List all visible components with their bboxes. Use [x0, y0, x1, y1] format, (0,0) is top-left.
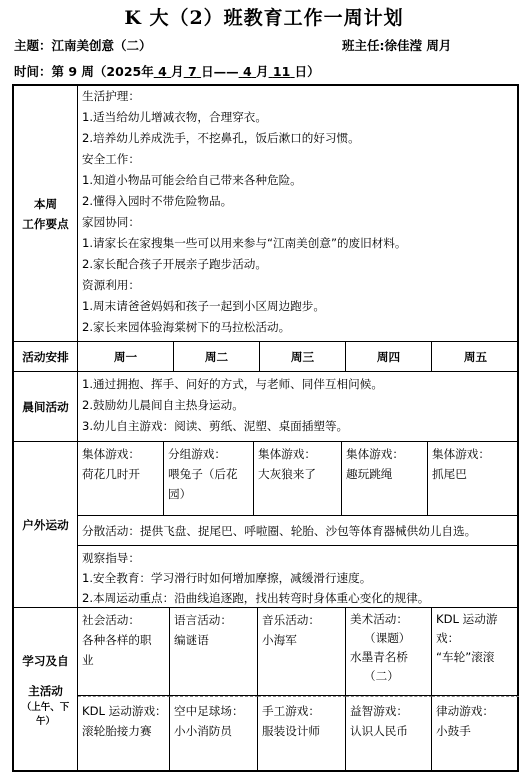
focus-line: 2.培养幼儿养成洗手，不挖鼻孔，饭后漱口的好习惯。 [82, 131, 360, 145]
learning-label [14, 608, 78, 772]
focus-line: 家园协同： [82, 215, 140, 229]
focus-content [78, 86, 519, 342]
start-month: 4 [158, 64, 167, 79]
month-unit: 月 [171, 64, 184, 79]
learning-fri-1 [432, 608, 519, 696]
focus-label-line-2: 工作要点 [22, 216, 69, 231]
time-year: 2025年 [106, 64, 154, 79]
activity-subtitle: （课题） [364, 631, 411, 645]
day-end: 日） [294, 64, 320, 79]
activity-name: 水墨青名桥 [350, 650, 408, 664]
outdoor-game-mon [78, 442, 164, 516]
focus-line: 2.家长来园体验海棠树下的马拉松活动。 [82, 320, 291, 334]
morning-line: 3.幼儿自主游戏：阅读、剪纸、泥塑、桌面插塑等。 [82, 419, 349, 433]
time-week: 第 9 周（ [51, 64, 107, 79]
plan-table [12, 84, 519, 772]
game-type: 集体游戏： [432, 447, 490, 461]
time-line [14, 62, 320, 80]
activity-name: 小鼓手 [436, 724, 471, 738]
focus-line: 2.懂得入园时不带危险物品。 [82, 194, 233, 208]
learning-label-line: 学习及自 [22, 654, 69, 668]
guidance-line: 观察指导： [82, 551, 140, 565]
guidance-line: 1.安全教育：学习滑行时如何增加摩擦，减缓滑行速度。 [82, 571, 372, 585]
teacher-value: 徐佳滢 周月 [384, 38, 452, 53]
game-name: 园） [168, 487, 192, 501]
theme-line [14, 36, 152, 54]
activity-name: “车轮”滚滚 [436, 650, 495, 664]
activity-name: 服装设计师 [262, 724, 320, 738]
time-label: 时间： [14, 64, 52, 79]
morning-line: 1.通过拥抱、挥手、问好的方式，与老师、同伴互相问候。 [82, 377, 383, 391]
activity-name: 业 [82, 653, 94, 667]
game-name: 荷花几时开 [82, 467, 140, 481]
morning-content [78, 372, 519, 442]
day-friday: 周五 [432, 342, 519, 372]
activity-name: 各种各样的职 [82, 633, 152, 647]
schedule-label: 活动安排 [14, 342, 78, 372]
activity-type: KDL 运动游戏： [82, 704, 167, 718]
game-name: 大灰狼来了 [258, 467, 316, 481]
outdoor-scattered [78, 516, 519, 546]
activity-type: KDL 运动游 [436, 612, 498, 626]
activity-type: 律动游戏： [436, 704, 494, 718]
activity-name: 小海军 [262, 633, 297, 647]
learning-tue-1 [170, 608, 258, 696]
page-title: K 大（2）班教育工作一周计划 [124, 7, 404, 29]
activity-name: 滚轮胎接力赛 [82, 724, 152, 738]
morning-line: 2.鼓励幼儿晨间自主热身运动。 [82, 398, 244, 412]
game-name: 抓尾巴 [432, 467, 467, 481]
activity-type: 音乐活动： [262, 613, 320, 627]
learning-label-note: 午） [35, 716, 55, 727]
outdoor-label: 户外运动 [14, 442, 78, 608]
day-separator: 日—— [201, 64, 239, 79]
focus-line: 1.请家长在家搜集一些可以用来参与“江南美创意”的废旧材料。 [82, 236, 407, 250]
focus-line: 1.知道小物品可能会给自己带来各种危险。 [82, 173, 302, 187]
activity-type: 益智游戏： [350, 704, 408, 718]
learning-fri-2 [432, 696, 519, 772]
learning-mon-2 [78, 696, 170, 772]
outdoor-guidance [78, 546, 519, 608]
focus-line: 安全工作： [82, 152, 140, 166]
theme-value: 江南美创意（二） [51, 38, 152, 53]
theme-label: 主题： [14, 38, 52, 53]
morning-label: 晨间活动 [14, 372, 78, 442]
activity-type: 美术活动： [350, 612, 408, 626]
month-unit-2: 月 [256, 64, 269, 79]
outdoor-game-wed [254, 442, 342, 516]
learning-wed-2 [258, 696, 346, 772]
learning-thu-1 [346, 608, 432, 696]
end-month: 4 [242, 64, 252, 79]
focus-line: 2.家长配合孩子开展亲子跑步活动。 [82, 257, 267, 271]
focus-label-line-1: 本周 [33, 196, 58, 211]
day-tuesday: 周二 [174, 342, 260, 372]
scattered-activity: 分散活动：提供飞盘、捉尾巴、呼啦圈、轮胎、沙包等体育器械供幼儿自选。 [82, 524, 477, 538]
focus-line: 生活护理： [82, 89, 140, 103]
focus-line: 资源利用： [82, 278, 140, 292]
learning-tue-2 [170, 696, 258, 772]
learning-label-note: （上午、下 [21, 702, 70, 713]
activity-name: 认识人民币 [350, 724, 408, 738]
focus-line: 1.适当给幼儿增减衣物，合理穿衣。 [82, 110, 267, 124]
game-type: 集体游戏： [82, 447, 140, 461]
activity-type: 空中足球场： [174, 704, 244, 718]
teacher-label: 班主任: [342, 38, 385, 53]
learning-thu-2 [346, 696, 432, 772]
day-thursday: 周四 [346, 342, 432, 372]
activity-name: （二） [364, 669, 399, 683]
outdoor-game-thu [342, 442, 428, 516]
focus-label [14, 86, 78, 342]
activity-type: 戏： [436, 631, 460, 645]
outdoor-game-fri [428, 442, 519, 516]
game-type: 集体游戏： [346, 447, 404, 461]
day-wednesday: 周三 [260, 342, 346, 372]
guidance-line: 2.本周运动重点：沿曲线追逐跑，找出转弯时身体重心变化的规律。 [82, 591, 430, 605]
start-day: 7 [188, 64, 197, 79]
activity-name: 编谜语 [174, 633, 209, 647]
game-type: 分组游戏： [168, 447, 226, 461]
activity-type: 手工游戏： [262, 704, 320, 718]
teacher-line [342, 36, 451, 54]
game-name: 趣玩跳绳 [346, 467, 393, 481]
outdoor-game-tue [164, 442, 254, 516]
learning-mon-1 [78, 608, 170, 696]
game-name: 喂兔子（后花 [168, 467, 238, 481]
end-day: 11 [272, 64, 291, 79]
day-monday: 周一 [78, 342, 174, 372]
game-type: 集体游戏： [258, 447, 316, 461]
learning-label-line: 主活动 [28, 684, 63, 698]
learning-wed-1 [258, 608, 346, 696]
activity-name: 小小消防员 [174, 724, 232, 738]
activity-type: 语言活动： [174, 613, 232, 627]
focus-line: 1.周末请爸爸妈妈和孩子一起到小区周边跑步。 [82, 299, 325, 313]
activity-type: 社会活动： [82, 613, 140, 627]
